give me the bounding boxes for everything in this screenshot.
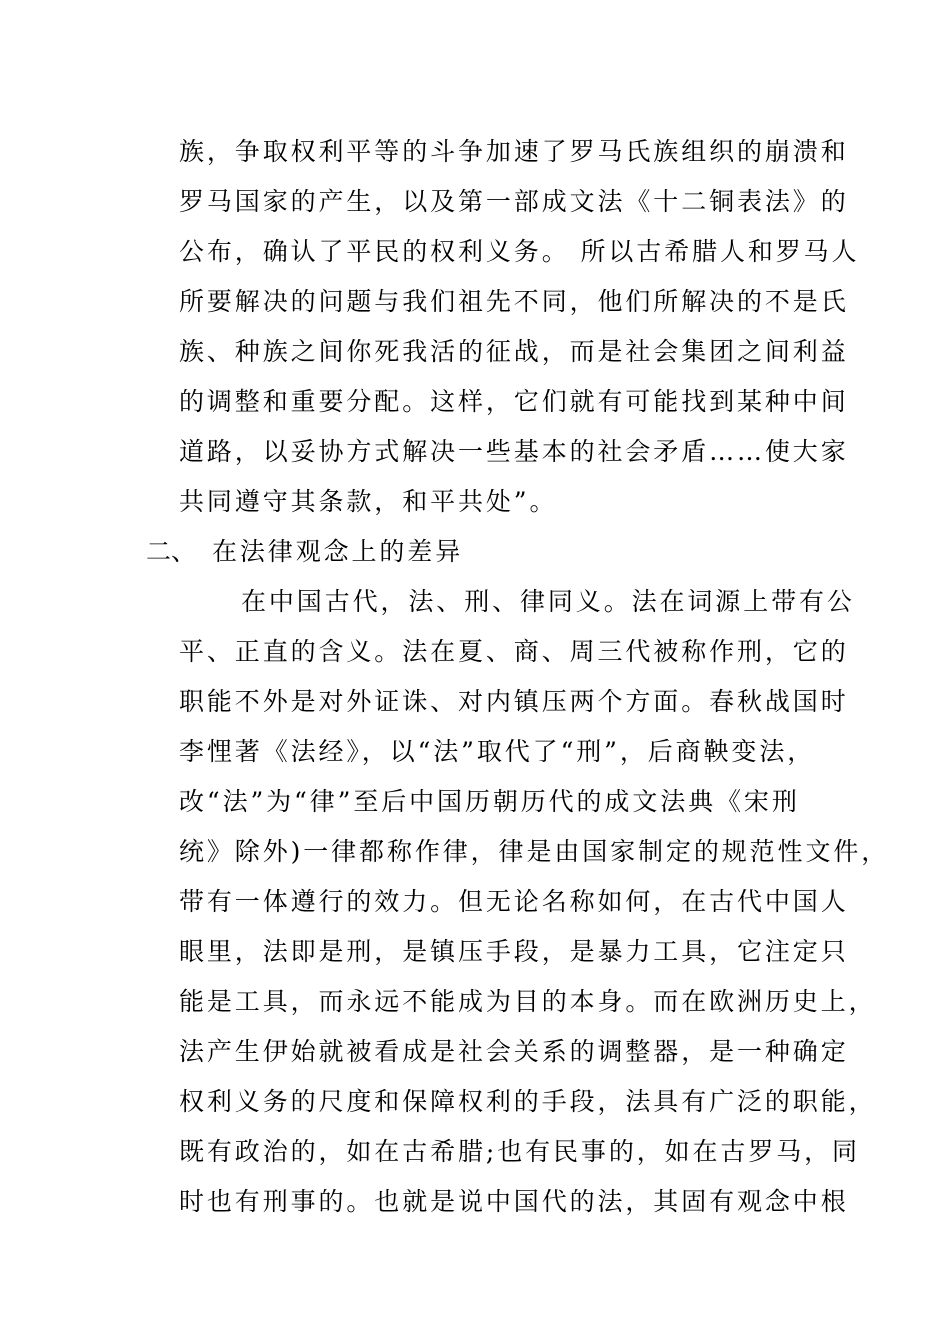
paragraph-line: 在中国古代，法、刑、律同义。法在词源上带有公 — [241, 587, 855, 616]
paragraph-line: 族，争取权利平等的斗争加速了罗马氏族组织的崩溃和 — [179, 137, 849, 166]
paragraph-line: 时也有刑事的。也就是说中国代的法，其固有观念中根 — [179, 1187, 849, 1216]
paragraph-line: 公布，确认了平民的权利义务。 所以古希腊人和罗马人 — [179, 237, 860, 266]
paragraph-line: 共同遵守其条款，和平共处”。 — [179, 487, 558, 516]
paragraph-line: 族、种族之间你死我活的征战，而是社会集团之间利益 — [179, 337, 849, 366]
paragraph-line: 统》除外)一律都称作律，律是由国家制定的规范性文件， — [179, 837, 890, 866]
paragraph-line: 带有一体遵行的效力。但无论名称如何，在古代中国人 — [179, 887, 849, 916]
paragraph-line: 能是工具，而永远不能成为目的本身。而在欧洲历史上， — [179, 987, 877, 1016]
paragraph-line: 既有政治的，如在古希腊;也有民事的，如在古罗马，同 — [179, 1137, 860, 1166]
paragraph-line: 罗马国家的产生，以及第一部成文法《十二铜表法》的 — [179, 187, 849, 216]
paragraph-line: 法产生伊始就被看成是社会关系的调整器，是一种确定 — [179, 1037, 849, 1066]
paragraph-line: 的调整和重要分配。这样，它们就有可能找到某种中间 — [179, 387, 849, 416]
paragraph-line: 眼里，法即是刑，是镇压手段，是暴力工具，它注定只 — [179, 937, 849, 966]
paragraph-line: 职能不外是对外证诛、对内镇压两个方面。春秋战国时 — [179, 687, 849, 716]
paragraph-line: 平、正直的含义。法在夏、商、周三代被称作刑，它的 — [179, 637, 849, 666]
paragraph-line: 所要解决的问题与我们祖先不同，他们所解决的不是氏 — [179, 287, 849, 316]
paragraph-line: 李悝著《法经》，以“法”取代了“刑”，后商鞅变法， — [179, 737, 816, 766]
paragraph-line: 权利义务的尺度和保障权利的手段，法具有广泛的职能， — [179, 1087, 877, 1116]
section-number: 二、 — [146, 537, 197, 566]
paragraph-line: 道路，以妥协方式解决一些基本的社会矛盾……使大家 — [179, 437, 849, 466]
section-title: 在法律观念上的差异 — [212, 537, 464, 566]
paragraph-line: 改“法”为“律”至后中国历朝历代的成文法典《宋刑 — [179, 787, 800, 816]
